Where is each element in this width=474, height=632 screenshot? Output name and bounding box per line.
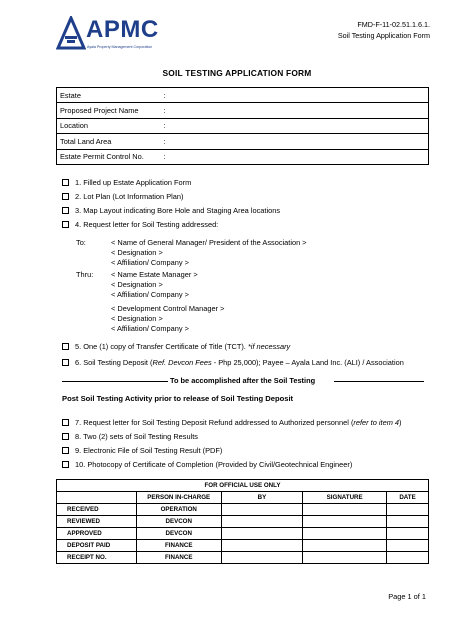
info-label: Estate Permit Control No. xyxy=(57,149,161,164)
info-row-project-name xyxy=(57,103,429,118)
post-item-checkbox[interactable] xyxy=(62,461,69,468)
info-label: Proposed Project Name xyxy=(57,103,161,118)
requirement-label: 6. Soil Testing Deposit ( xyxy=(75,358,153,367)
form-code-block xyxy=(338,20,430,41)
table-row xyxy=(57,504,429,516)
table-row xyxy=(57,516,429,528)
signature-field[interactable] xyxy=(303,552,387,564)
divider-line-left xyxy=(62,381,168,382)
page-title: SOIL TESTING APPLICATION FORM xyxy=(162,68,312,78)
requirement-label: 3. Map Layout indicating Bore Hole and Staging Area locations xyxy=(75,206,281,215)
date-field[interactable] xyxy=(387,504,429,516)
requirement-label: 5. One (1) copy of Transfer Certificate of Title (TCT). xyxy=(75,342,248,351)
post-item xyxy=(62,432,198,441)
status-cell: RECEIPT NO. xyxy=(57,552,137,564)
requirement-note: *if necessary xyxy=(247,342,291,351)
post-item-reference: refer to item 4 xyxy=(353,418,400,427)
requirement-reference: Ref. Devcon Fees xyxy=(152,358,212,367)
post-item-label: 8. Two (2) sets of Soil Testing Results xyxy=(75,432,198,441)
requirement-label-suffix: - Php 25,000); Payee – Ayala Land Inc. (ALI) / Association xyxy=(211,358,404,367)
signature-field[interactable] xyxy=(303,504,387,516)
info-row-land-area xyxy=(57,134,429,149)
by-field[interactable] xyxy=(221,504,303,516)
to-line: < Affiliation/ Company > xyxy=(111,258,189,267)
form-name: Soil Testing Application Form xyxy=(337,30,430,40)
info-value-field[interactable]: : xyxy=(161,88,429,103)
requirement-checkbox[interactable] xyxy=(62,221,69,228)
table-row xyxy=(57,552,429,564)
logo-triangle-icon xyxy=(56,16,86,50)
info-row-estate xyxy=(57,88,429,103)
requirement-item xyxy=(62,206,280,215)
person-cell: OPERATION xyxy=(136,504,221,516)
info-value-field[interactable]: : xyxy=(161,134,429,149)
thru-line: < Designation > xyxy=(111,280,163,289)
requirement-checkbox[interactable] xyxy=(62,193,69,200)
column-header: DATE xyxy=(387,492,429,504)
logo-wordmark: APMC xyxy=(86,16,159,43)
status-cell: APPROVED xyxy=(57,528,137,540)
official-use-title: FOR OFFICIAL USE ONLY xyxy=(57,480,429,492)
status-cell: RECEIVED xyxy=(57,504,137,516)
post-item-suffix: ) xyxy=(399,418,402,427)
divider-line-right xyxy=(334,381,424,382)
requirement-item xyxy=(62,342,290,351)
requirement-item xyxy=(62,192,183,201)
info-row-location xyxy=(57,118,429,133)
status-cell: REVIEWED xyxy=(57,516,137,528)
column-header: PERSON IN-CHARGE xyxy=(136,492,221,504)
person-cell: FINANCE xyxy=(136,540,221,552)
date-field[interactable] xyxy=(387,552,429,564)
date-field[interactable] xyxy=(387,540,429,552)
post-item-checkbox[interactable] xyxy=(62,419,69,426)
project-info-table xyxy=(56,87,429,165)
post-item xyxy=(62,418,401,427)
post-item xyxy=(62,460,352,469)
signature-field[interactable] xyxy=(303,528,387,540)
official-use-table xyxy=(56,479,429,564)
page-number: Page 1 of 1 xyxy=(388,592,426,601)
post-item-label: 7. Request letter for Soil Testing Deposit Refund addressed to Authorized personnel ( xyxy=(75,418,354,427)
info-label: Total Land Area xyxy=(57,134,161,149)
to-line: < Name of General Manager/ President of the Association > xyxy=(111,238,307,247)
post-item-checkbox[interactable] xyxy=(62,433,69,440)
thru-label: Thru: xyxy=(76,270,94,279)
apmc-logo xyxy=(56,16,176,56)
to-line: < Designation > xyxy=(111,248,163,257)
official-header-row xyxy=(57,492,429,504)
signature-field[interactable] xyxy=(303,540,387,552)
requirement-checkbox[interactable] xyxy=(62,359,69,366)
by-field[interactable] xyxy=(221,540,303,552)
requirement-label: 4. Request letter for Soil Testing addressed: xyxy=(75,220,219,229)
column-header: SIGNATURE xyxy=(303,492,387,504)
by-field[interactable] xyxy=(221,516,303,528)
info-value-field[interactable]: : xyxy=(161,118,429,133)
requirement-item xyxy=(62,178,191,187)
dcm-line: < Designation > xyxy=(111,314,163,323)
official-title-row xyxy=(57,480,429,492)
table-row xyxy=(57,540,429,552)
date-field[interactable] xyxy=(387,528,429,540)
post-item-checkbox[interactable] xyxy=(62,447,69,454)
divider-label: To be accomplished after the Soil Testing xyxy=(170,376,316,385)
by-field[interactable] xyxy=(221,528,303,540)
requirement-checkbox[interactable] xyxy=(62,207,69,214)
info-value-field[interactable]: : xyxy=(161,103,429,118)
logo-tagline: Ayala Property Management Corporation xyxy=(87,45,153,49)
requirement-item xyxy=(62,220,218,229)
info-row-permit-no xyxy=(57,149,429,164)
thru-line: < Name Estate Manager > xyxy=(111,270,198,279)
to-label: To: xyxy=(76,238,86,247)
info-label: Location xyxy=(57,118,161,133)
person-cell: DEVCON xyxy=(136,516,221,528)
column-header xyxy=(57,492,137,504)
dcm-line: < Development Control Manager > xyxy=(111,304,225,313)
form-code: FMD-F-11-02.51.1.6.1. xyxy=(357,20,430,29)
by-field[interactable] xyxy=(221,552,303,564)
post-item-label: 10. Photocopy of Certificate of Completion (Provided by Civil/Geotechnical Engineer) xyxy=(75,460,353,469)
date-field[interactable] xyxy=(387,516,429,528)
info-label: Estate xyxy=(57,88,161,103)
status-cell: DEPOSIT PAID xyxy=(57,540,137,552)
requirement-checkbox[interactable] xyxy=(62,343,69,350)
person-cell: DEVCON xyxy=(136,528,221,540)
post-activity-heading: Post Soil Testing Activity prior to release of Soil Testing Deposit xyxy=(62,394,294,403)
post-item xyxy=(62,446,222,455)
dcm-line: < Affiliation/ Company > xyxy=(111,324,189,333)
requirement-item xyxy=(62,358,404,367)
table-row xyxy=(57,528,429,540)
signature-field[interactable] xyxy=(303,516,387,528)
person-cell: FINANCE xyxy=(136,552,221,564)
thru-line: < Affiliation/ Company > xyxy=(111,290,189,299)
column-header: BY xyxy=(221,492,303,504)
requirement-label: 1. Filled up Estate Application Form xyxy=(75,178,192,187)
requirement-checkbox[interactable] xyxy=(62,179,69,186)
info-value-field[interactable]: : xyxy=(161,149,429,164)
post-item-label: 9. Electronic File of Soil Testing Result (PDF) xyxy=(75,446,223,455)
requirement-label: 2. Lot Plan (Lot Information Plan) xyxy=(75,192,184,201)
